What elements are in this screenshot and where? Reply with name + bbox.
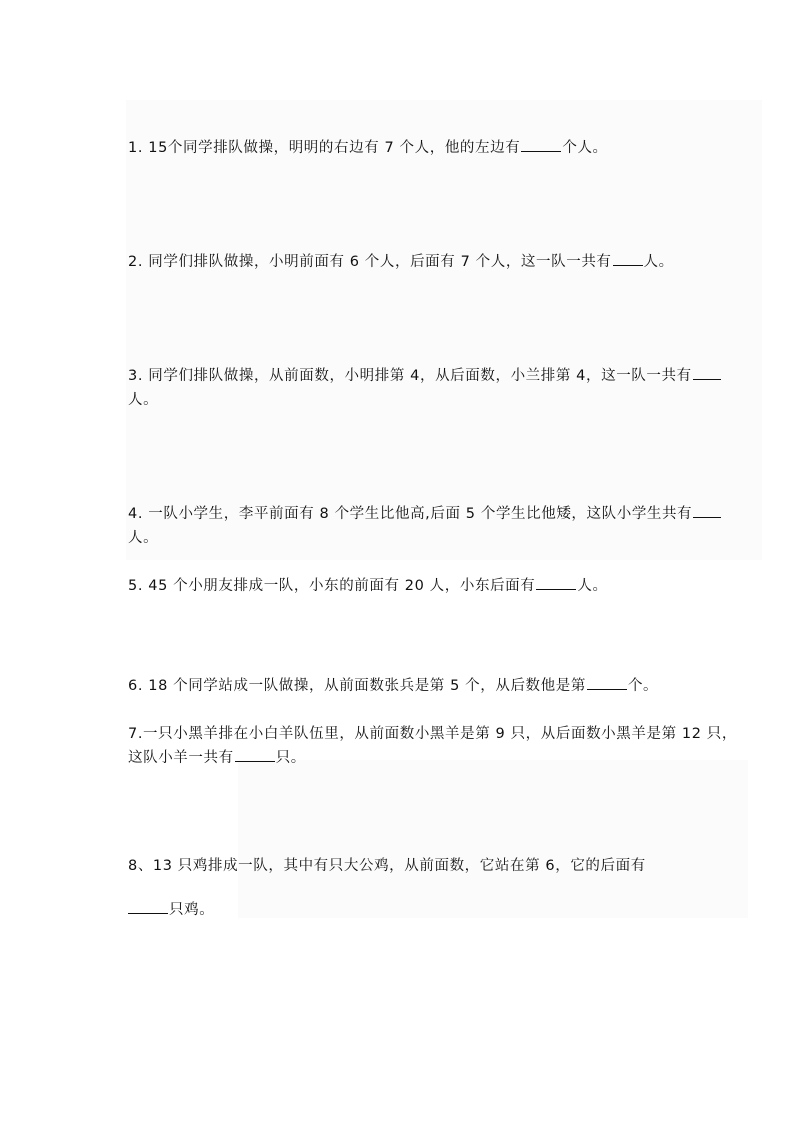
question-2-text: 2. 同学们排队做操，小明前面有 6 个人，后面有 7 个人，这一队一共有 bbox=[128, 254, 612, 270]
question-5-suffix: 人。 bbox=[577, 578, 608, 594]
question-5-text: 5. 45 个小朋友排成一队，小东的前面有 20 人，小东后面有 bbox=[128, 578, 536, 594]
question-4 bbox=[128, 502, 768, 550]
paper-panel bbox=[126, 100, 762, 560]
question-8-suffix: 只鸡。 bbox=[169, 902, 215, 918]
question-5 bbox=[128, 574, 768, 598]
question-3 bbox=[128, 364, 768, 412]
question-6-suffix: 个。 bbox=[627, 678, 659, 694]
answer-blank-3[interactable] bbox=[693, 365, 721, 380]
question-3-text: 3. 同学们排队做操，从前面数，小明排第 4，从后面数，小兰排第 4，这一队一共有 bbox=[128, 368, 692, 384]
question-7 bbox=[128, 722, 768, 770]
question-8-text: 8、13 只鸡排成一队，其中有只大公鸡，从前面数，它站在第 6，它的后面有 bbox=[128, 858, 646, 874]
answer-blank-6[interactable] bbox=[587, 675, 627, 690]
answer-blank-7[interactable] bbox=[235, 747, 275, 762]
question-2 bbox=[128, 250, 768, 274]
question-4-suffix: 人。 bbox=[128, 530, 159, 546]
answer-blank-8[interactable] bbox=[128, 899, 168, 914]
question-7-suffix: 只。 bbox=[275, 750, 306, 766]
answer-blank-4[interactable] bbox=[693, 503, 721, 518]
question-2-suffix: 人。 bbox=[643, 254, 674, 270]
question-1 bbox=[128, 136, 768, 160]
question-6-text: 6. 18 个同学站成一队做操，从前面数张兵是第 5 个，从后数他是第 bbox=[128, 678, 586, 694]
question-1-text: 1. 15个同学排队做操，明明的右边有 7 个人，他的左边有 bbox=[128, 140, 521, 156]
answer-blank-2[interactable] bbox=[613, 251, 643, 266]
question-8 bbox=[128, 854, 768, 922]
question-1-suffix: 个人。 bbox=[562, 140, 608, 156]
answer-blank-1[interactable] bbox=[521, 137, 561, 152]
question-6 bbox=[128, 674, 768, 698]
answer-blank-5[interactable] bbox=[536, 575, 576, 590]
question-7-line-1: 7.一只小黑羊排在小白羊队伍里，从前面数小黑羊是第 9 只，从后面数小黑羊是第 12 只， bbox=[128, 726, 737, 742]
question-7-text: 这队小羊一共有 bbox=[128, 750, 234, 766]
question-4-text: 4. 一队小学生，李平前面有 8 个学生比他高,后面 5 个学生比他矮，这队小学生共有 bbox=[128, 506, 693, 522]
question-3-suffix: 人。 bbox=[128, 392, 159, 408]
